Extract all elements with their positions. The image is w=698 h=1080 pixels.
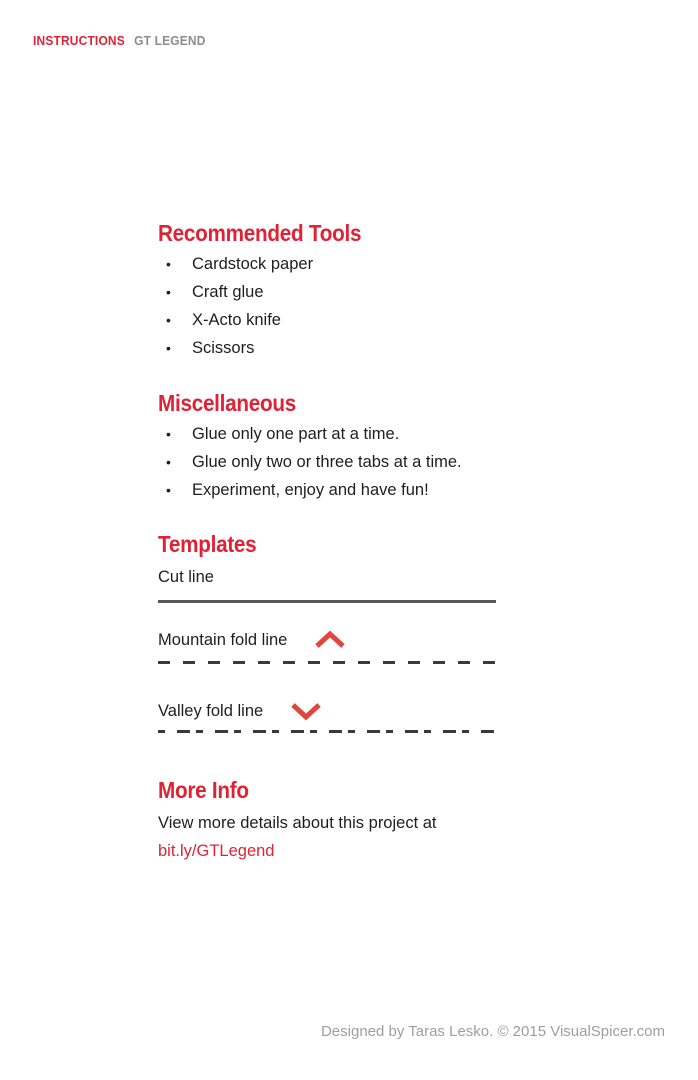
mountain-fold-line-sample: [158, 661, 496, 664]
recommended-tools-heading: Recommended Tools: [158, 220, 362, 246]
section-recommended-tools: [158, 220, 496, 367]
tool-item-label: Craft glue: [192, 283, 264, 301]
tool-item-label: Scissors: [192, 339, 255, 357]
list-item: [158, 453, 496, 481]
list-item: [158, 311, 496, 339]
misc-item-label: Experiment, enjoy and have fun!: [192, 481, 429, 499]
misc-item-label: Glue only one part at a time.: [192, 425, 400, 443]
bullet-glyph: •: [166, 340, 171, 356]
footer-credit: Designed by Taras Lesko. © 2015 VisualSpicer.com: [320, 1023, 665, 1040]
tools-list: [158, 255, 496, 367]
section-templates: [158, 531, 496, 733]
bullet-glyph: •: [166, 482, 171, 498]
list-item: [158, 425, 496, 453]
chevron-down-icon: [290, 701, 322, 721]
mountain-fold-row: [158, 629, 496, 651]
chevron-up-icon: [314, 630, 346, 650]
tool-item-label: X-Acto knife: [192, 311, 281, 329]
list-item: [158, 339, 496, 367]
bullet-glyph: •: [166, 256, 171, 272]
bullet-glyph: •: [166, 426, 171, 442]
bullet-glyph: •: [166, 284, 171, 300]
bullet-glyph: •: [166, 312, 171, 328]
cut-line-label: Cut line: [158, 568, 214, 586]
section-more-info: [158, 777, 496, 862]
cut-line-sample: [158, 600, 496, 603]
templates-heading: Templates: [158, 531, 257, 557]
doc-title: GT LEGEND: [134, 33, 206, 48]
valley-fold-label: Valley fold line: [158, 702, 264, 720]
doc-header: [33, 33, 206, 48]
list-item: [158, 283, 496, 311]
misc-list: [158, 425, 496, 509]
valley-fold-row: [158, 700, 496, 722]
more-info-heading: More Info: [158, 777, 249, 803]
doc-kicker: INSTRUCTIONS: [33, 33, 125, 48]
project-link[interactable]: bit.ly/GTLegend: [158, 842, 275, 860]
list-item: [158, 481, 496, 509]
section-miscellaneous: [158, 390, 496, 509]
valley-fold-line-sample: [158, 730, 496, 733]
list-item: [158, 255, 496, 283]
more-info-text: View more details about this project at: [158, 814, 437, 832]
tool-item-label: Cardstock paper: [192, 255, 314, 273]
mountain-fold-label: Mountain fold line: [158, 631, 288, 649]
bullet-glyph: •: [166, 454, 171, 470]
misc-item-label: Glue only two or three tabs at a time.: [192, 453, 462, 471]
miscellaneous-heading: Miscellaneous: [158, 390, 296, 416]
